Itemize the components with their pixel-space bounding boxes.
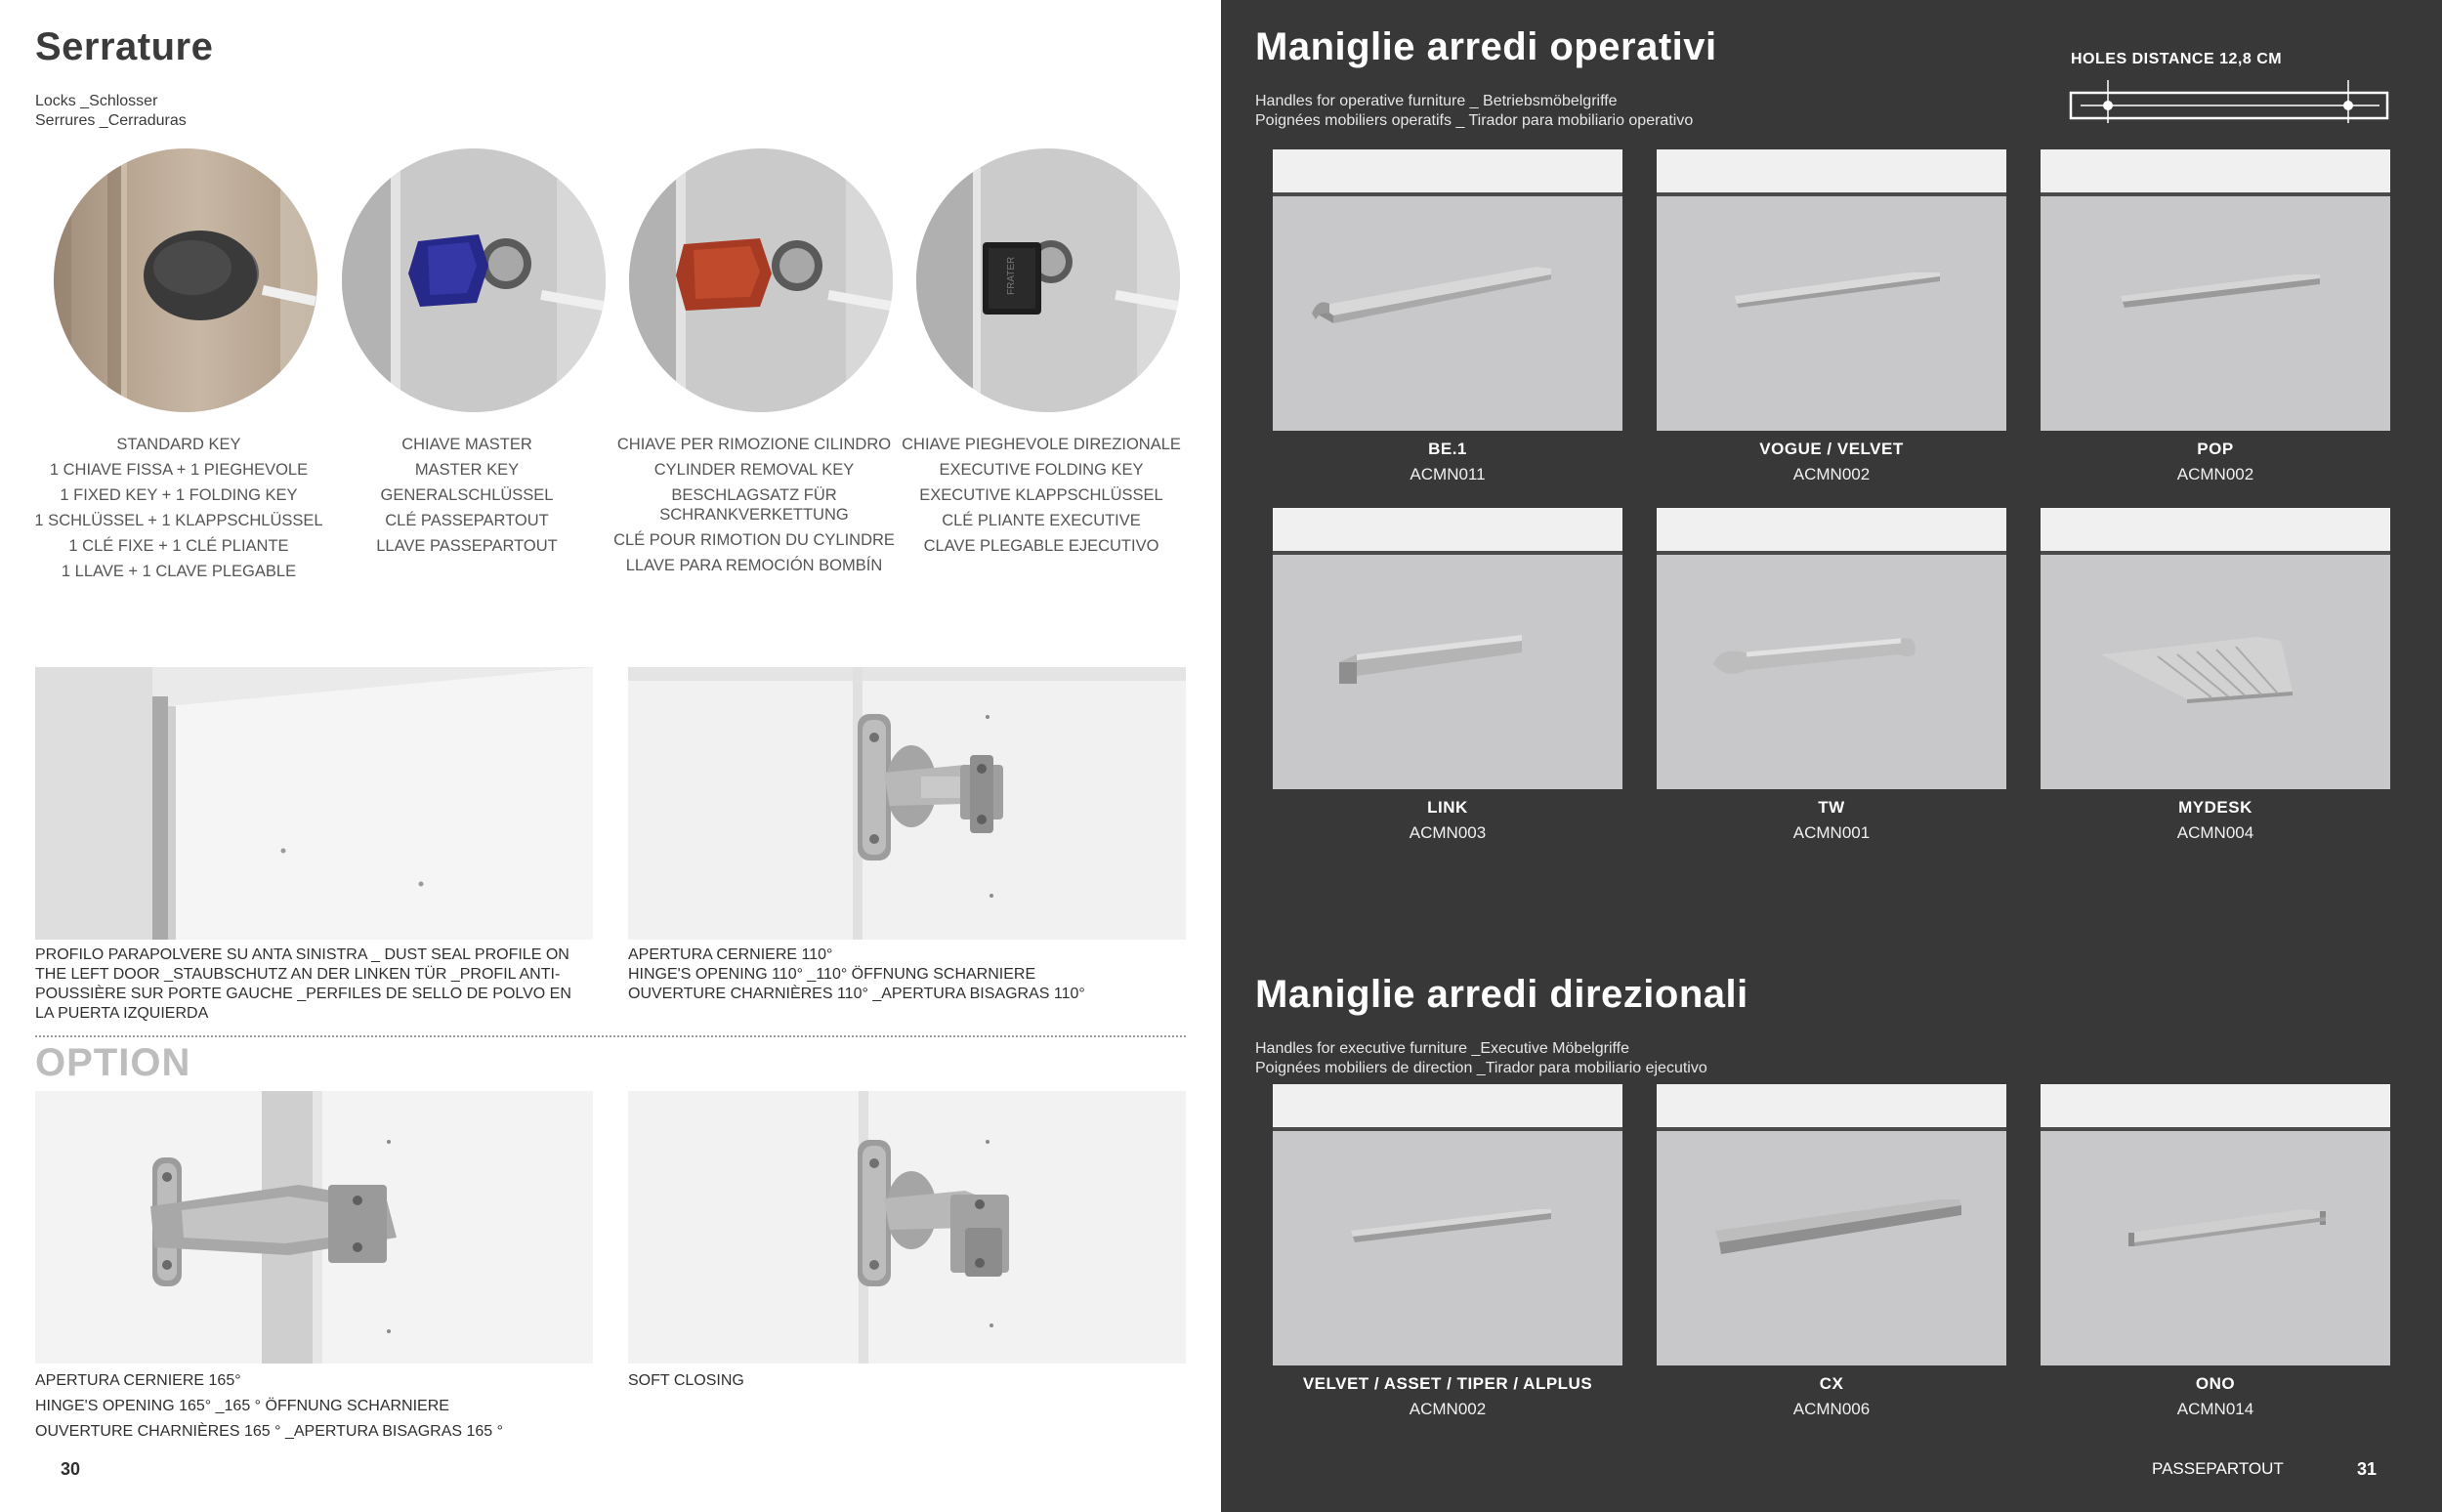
page-number-right: 31 (2357, 1459, 2378, 1479)
dotted-divider (35, 1035, 1186, 1037)
operative-handles-title: Maniglie arredi operativi (1255, 25, 1717, 68)
master-key-photo (342, 148, 606, 412)
handle-name: ONO (2195, 1374, 2236, 1393)
handle-name: MYDESK (2178, 798, 2253, 817)
locks-subtitle-line: Serrures _Cerraduras (35, 112, 187, 129)
standard-key-caption (34, 432, 323, 584)
caption-line: 1 SCHLÜSSEL + 1 KLAPPSCHLÜSSEL (34, 512, 323, 529)
caption-line: HINGE'S OPENING 165° _165 ° ÖFFNUNG SCHARNIERE (35, 1398, 449, 1414)
handle-code: ACMN011 (1410, 465, 1486, 483)
page-number-left: 30 (61, 1459, 81, 1479)
caption-line: CHIAVE MASTER (401, 436, 532, 453)
ono-handle-icon (2041, 1084, 2390, 1365)
hinge-165-caption (35, 1368, 593, 1445)
subtitle-line: Poignées mobiliers de direction _Tirador para mobiliario ejecutivo (1255, 1060, 1707, 1076)
caption-line: CHIAVE PIEGHEVOLE DIREZIONALE (902, 436, 1181, 453)
caption-line: EXECUTIVE KLAPPSCHLÜSSEL (919, 486, 1163, 504)
hinge-110-photo (628, 667, 1186, 940)
caption-line: CYLINDER REMOVAL KEY (653, 461, 855, 479)
caption-line: HINGE'S OPENING 110° _110° ÖFFNUNG SCHARNIERE (628, 966, 1036, 983)
hinge-165-photo (35, 1091, 593, 1364)
handle-code: ACMN002 (2176, 465, 2254, 483)
dust-seal-photo (35, 667, 593, 940)
caption-line: CLAVE PLEGABLE EJECUTIVO (923, 537, 1159, 555)
handle-code: ACMN002 (1792, 465, 1871, 483)
tw-handle-icon (1657, 508, 2006, 789)
handle-code: ACMN014 (2176, 1400, 2254, 1418)
caption-line: 1 CLÉ FIXE + 1 CLÉ PLIANTE (68, 537, 289, 555)
cylinder-removal-key-caption (610, 432, 899, 578)
caption-line: OUVERTURE CHARNIÈRES 110° _APERTURA BISAGRAS 110° (628, 986, 1085, 1002)
caption-line: 1 LLAVE + 1 CLAVE PLEGABLE (61, 563, 297, 580)
subtitle-line: Handles for executive furniture _Executive Möbelgriffe (1255, 1040, 1630, 1057)
locks-subtitle-line: Locks _Schlosser (35, 93, 158, 109)
handle-name: VOGUE / VELVET (1759, 440, 1904, 458)
operative-handles-subtitle (1255, 92, 1693, 131)
caption-line: LLAVE PARA REMOCIÓN BOMBÍN (625, 557, 883, 574)
caption-line: APERTURA CERNIERE 110° (628, 946, 833, 963)
handle-code: ACMN003 (1409, 823, 1487, 842)
caption-line: CLÉ PASSEPARTOUT (385, 512, 549, 529)
handle-code: ACMN006 (1792, 1400, 1871, 1418)
footer-brand: PASSEPARTOUT (2152, 1459, 2284, 1478)
handle-code: ACMN001 (1792, 823, 1871, 842)
locks-title: Serrature (35, 25, 214, 68)
caption-line: GENERALSCHLÜSSEL (380, 486, 554, 504)
caption-line: STANDARD KEY (116, 436, 241, 453)
handle-code: ACMN004 (2176, 823, 2254, 842)
executive-folding-key-photo (916, 148, 1180, 412)
cx-handle-icon (1657, 1084, 2006, 1365)
caption-line: CHIAVE PER RIMOZIONE CILINDRO (616, 436, 892, 453)
handle-name: BE.1 (1428, 440, 1467, 458)
holes-distance-label: HOLES DISTANCE 12,8 CM (2071, 51, 2283, 67)
master-key-caption (322, 432, 611, 559)
handle-name: TW (1818, 798, 1845, 817)
caption-line: EXECUTIVE FOLDING KEY (939, 461, 1144, 479)
be1-handle-icon (1273, 149, 1622, 431)
option-label: OPTION (35, 1041, 191, 1084)
handle-name: POP (2197, 440, 2234, 458)
soft-closing-photo (628, 1091, 1186, 1364)
link-handle-icon (1273, 508, 1622, 789)
caption-line: OUVERTURE CHARNIÈRES 165 ° _APERTURA BISAGRAS 165 ° (35, 1423, 504, 1440)
subtitle-line: Poignées mobiliers operatifs _ Tirador para mobiliario operativo (1255, 112, 1694, 129)
soft-closing-caption: SOFT CLOSING (628, 1372, 744, 1389)
caption-line: LLAVE PASSEPARTOUT (376, 537, 558, 555)
caption-line: 1 CHIAVE FISSA + 1 PIEGHEVOLE (49, 461, 309, 479)
executive-handles-subtitle (1255, 1039, 1707, 1078)
subtitle-line: Handles for operative furniture _ Betriebsmöbelgriffe (1255, 93, 1618, 109)
handle-name: VELVET / ASSET / TIPER / ALPLUS (1302, 1374, 1593, 1393)
handle-name: LINK (1427, 798, 1468, 817)
svg-text:FRATER: FRATER (1006, 256, 1017, 295)
caption-line: MASTER KEY (414, 461, 520, 479)
executive-folding-key-caption (897, 432, 1186, 559)
hinge-110-caption (628, 945, 1186, 1004)
holes-distance-icon (2069, 76, 2391, 125)
right-page (1221, 0, 2442, 1512)
cylinder-removal-key-photo (629, 148, 893, 412)
caption-line: 1 FIXED KEY + 1 FOLDING KEY (60, 486, 298, 504)
mydesk-handle-icon (2041, 508, 2390, 789)
handle-name: CX (1819, 1374, 1844, 1393)
dust-seal-caption: PROFILO PARAPOLVERE SU ANTA SINISTRA _ DUST SEAL PROFILE ON THE LEFT DOOR _STAUBSCHUTZ AN DER LINKEN TÜR _PROFIL ANTI-POUSSIÈRE SUR PORTE GAUCHE _PERFILES DE SELLO DE POLVO EN LA PUERTA IZQUIERDA (35, 946, 571, 1022)
caption-line: CLÉ POUR RIMOTION DU CYLINDRE (613, 531, 895, 549)
standard-key-photo (54, 148, 317, 412)
executive-handles-title: Maniglie arredi direzionali (1255, 973, 1748, 1016)
velvet-handle-icon (1273, 1084, 1622, 1365)
caption-line: APERTURA CERNIERE 165° (35, 1372, 241, 1389)
locks-subtitle (35, 92, 187, 131)
caption-line: CLÉ PLIANTE EXECUTIVE (942, 512, 1141, 529)
caption-line: BESCHLAGSATZ FÜR SCHRANKVERKETTUNG (659, 486, 849, 524)
pop-handle-icon (2041, 149, 2390, 431)
vogue-handle-icon (1657, 149, 2006, 431)
handle-code: ACMN002 (1409, 1400, 1487, 1418)
